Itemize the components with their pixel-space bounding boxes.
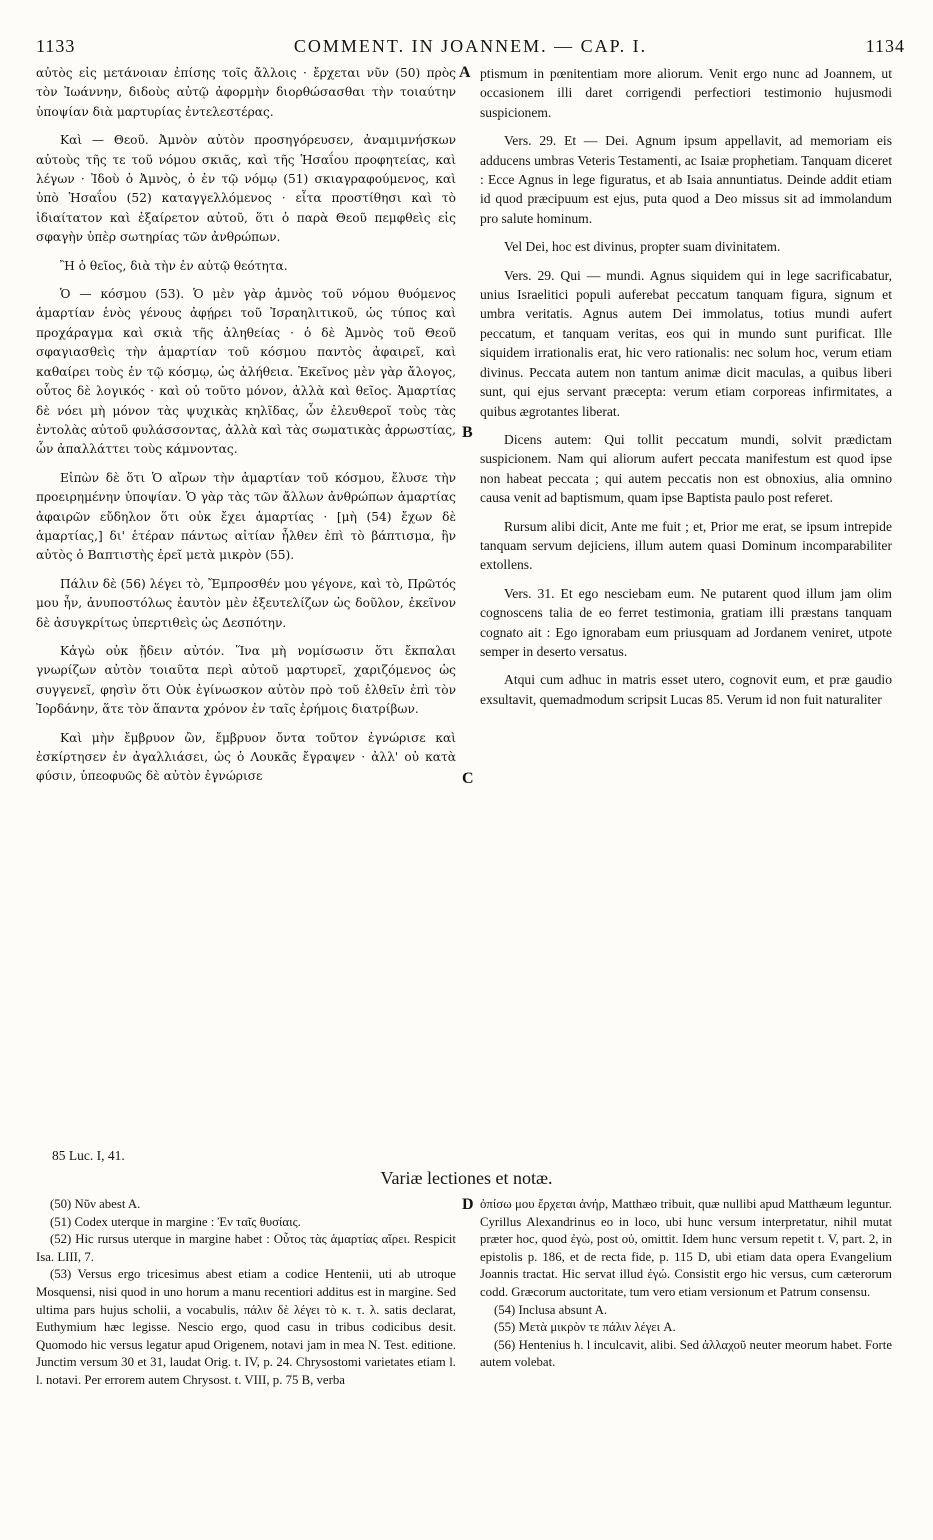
variants-title: Variæ lectiones et notæ. xyxy=(380,1168,553,1188)
page-number-right: 1134 xyxy=(865,36,905,56)
margin-letter: C xyxy=(462,770,474,787)
margin-letter: D xyxy=(462,1196,474,1213)
latin-paragraph: Atqui cum adhuc in matris esset utero, cognovit eum, et præ gaudio exsultavit, quemadmodum scripsit Lucas 85. Verum id non fuit naturaliter xyxy=(480,672,892,707)
latin-paragraph: Rursum alibi dicit, Ante me fuit ; et, Prior me erat, se ipsum intrepide tanquam servum dejiciens, illum autem quasi Dominum incomparabiliter extollens. xyxy=(480,518,892,573)
variant-note: (54) Inclusa absunt A. xyxy=(494,1302,608,1317)
variants-right-column xyxy=(480,1196,892,1372)
latin-column xyxy=(480,64,892,718)
variant-note: ὀπίσω μου ἔρχεται ἀνήρ, Matthæo tribuit, quæ nullibi apud Matthæum leguntur. Cyrillus Alexandrinus eo in loco, ubi hunc versum interpretatur, nihil mutat præter hoc, quod ἐγὼ, post οὐ, omittit. Idem hunc versum repetit t. V, part. 2, in epistolis p. 186, et de recta fide, p. 115 D, ubi etiam data opera Evangelium Joannis tractat. Hic servat illud ἐγώ. Consistit ergo hic versus, cum cæterorum codd. Græcorum auctoritate, tum vero etiam versionum et Patrum consensu. xyxy=(480,1197,892,1299)
latin-paragraph: Vers. 31. Et ego nesciebam eum. Ne putarent quod illum jam olim cognoscens talia de eo ferret testimonia, gratiam illi præstans tanquam cognato ait : Ego ignorabam eum priusquam ad Jordanem veniret, utpote semper in deserto versatus. xyxy=(480,585,892,659)
greek-paragraph: Ὁ — κόσμου (53). Ὁ μὲν γὰρ ἀμνὸς τοῦ νόμου θυόμενος ἁμαρτίαν ἑνὸς γένους ἀφῄρει τοῦ Ἰσραηλιτικοῦ, ὡς τύπος καὶ προχάραγμα καὶ σκιὰ τῆς ἀληθείας · ὁ δὲ Ἀμνὸς τοῦ Θεοῦ σφαγιασθεὶς τὴν ἁμαρτίαν τοῦ κόσμου παντὸς ἀφαιρεῖ, καὶ καθαίρει τοὺς ἐν τῷ κόσμῳ, ὡς ἀλήθεια. Ἐκεῖνος μὲν γὰρ ἄλογος, οὗτος δὲ λογικός · καὶ οὐ τοῦτο μόνον, ἀλλὰ καὶ θεῖος. Ἁμαρτίας δὲ νόει μὴ μόνον τὰς ψυχικὰς κηλῖδας, ὧν ἐλευθεροῖ τοὺς τὰς ἐντολὰς αὐτοῦ φυλάσσοντας, ἀλλὰ καὶ τὰς σωματικὰς ἀρρωστίας, ὧν ἀπαλλάττει τοὺς κάμνοντας. xyxy=(36,287,456,457)
variant-note: (52) Hic rursus uterque in margine habet : Οὗτος τὰς ἁμαρτίας αἴρει. Respicit Isa. LIII, 7. xyxy=(36,1232,456,1264)
page-number-left: 1133 xyxy=(36,36,76,56)
latin-paragraph: Vers. 29. Et — Dei. Agnum ipsum appellavit, ad memoriam eis adducens umbras Veteris Testamenti, ac Isaiæ prophetiam. Tanquam diceret : Ecce Agnus in lege figuratus, et ab Isaia annuntiatus. Deinde addit etiam id quod præcipuum est ejus, puta quod a Deo missus sit ad immolandum pro salute hominum. xyxy=(480,133,892,226)
running-title: COMMENT. IN JOANNEM. — CAP. I. xyxy=(293,36,648,56)
latin-paragraph: Vel Dei, hoc est divinus, propter suam divinitatem. xyxy=(504,239,781,255)
latin-paragraph: ptismum in pœnitentiam more aliorum. Venit ergo nunc ad Joannem, ut occasionem illi daret corrigendi perfectiori testimonio hujusmodi suspicionem. xyxy=(480,66,892,120)
greek-paragraph: Εἰπὼν δὲ ὅτι Ὁ αἴρων τὴν ἁμαρτίαν τοῦ κόσμου, ἔλυσε τὴν προειρημένην ὑποψίαν. Ὁ γὰρ τὰς τῶν ἄλλων ἀνθρώπων ἁμαρτίας ἀφαιρῶν εὔδηλον ὅτι οὐκ ἔχει ἁμαρτίας · [μὴ (54) ἔχων δὲ ἁμαρτίας,] δι' ἑτέραν πάντως αἰτίαν ἦλθεν ἐπὶ τὸ βάπτισμα, ἣν αὐτὸς ὁ Βαπτιστὴς ἐρεῖ μετὰ μικρὸν (55). xyxy=(36,470,456,563)
variants-left-column xyxy=(36,1196,456,1390)
variant-note: (55) Μετὰ μικρὸν τε πάλιν λέγει A. xyxy=(494,1320,676,1335)
greek-paragraph: Πάλιν δὲ (56) λέγει τὸ, Ἔμπροσθέν μου γέγονε, καὶ τὸ, Πρῶτός μου ἦν, ἀνυποστόλως ἑαυτὸν μὲν ἐξευτελίζων ὡς δοῦλον, ἐκεῖνον δὲ ἀσυγκρίτως ὑπερτιθεὶς ὡς Δεσπότην. xyxy=(36,576,456,630)
running-header xyxy=(36,36,905,60)
margin-letter: A xyxy=(459,64,471,81)
greek-paragraph: αὐτὸς εἰς μετάνοιαν ἐπίσης τοῖς ἄλλοις · ἔρχεται νῦν (50) πρὸς τὸν Ἰωάννην, διδοὺς αὐτῷ ἀφορμὴν διορθώσασθαι τὴν τοιαύτην ὑποψίαν διὰ μαρτυρίας ἐντελεστέρας. xyxy=(36,66,456,119)
greek-paragraph: Κἀγὼ οὐκ ᾔδειν αὐτόν. Ἵνα μὴ νομίσωσιν ὅτι ἔκπαλαι γνωρίζων αὐτὸν τοιαῦτα περὶ αὐτοῦ μαρτυρεῖ, χαριζόμενος ὡς συγγενεῖ, φησὶν ὅτι Οὐκ ἐγίνωσκον αὐτὸν πρὸ τοῦ ἐλθεῖν ἐπὶ τὸν Ἰορδάνην, ἅτε τὸν ἅπαντα χρόνον ἐν ταῖς ἐρήμοις διατρίβων. xyxy=(36,643,456,717)
greek-column xyxy=(36,64,456,796)
variant-note: (51) Codex uterque in margine : Ἐν ταῖς θυσίαις. xyxy=(50,1214,301,1229)
latin-paragraph: Dicens autem: Qui tollit peccatum mundi, solvit prædictam suspicionem. Nam qui aliorum aufert peccata manifestum est quod ipse non habeat peccata ; qui autem peccatis non est obnoxius, alia omnino causa venit ad baptismum, quam ipse Baptista paulo post referet. xyxy=(480,431,892,506)
greek-paragraph: Ἢ ὁ θεῖος, διὰ τὴν ἐν αὐτῷ θεότητα. xyxy=(60,258,288,273)
footnote: 85 Luc. I, 41. xyxy=(52,1148,125,1163)
greek-paragraph: Καὶ μὴν ἔμβρυον ὢν, ἔμβρυον ὄντα τοῦτον ἐγνώρισε καὶ ἐσκίρτησεν ἐν ἀγαλλιάσει, ὡς ὁ Λουκᾶς ἔγραψεν · ἀλλ' οὐ κατὰ φύσιν, ὑπεοφυῶς δὲ αὐτὸν ἐγνώρισε xyxy=(36,730,456,784)
variant-note: (56) Hentenius h. l inculcavit, alibi. Sed ἀλλαχοῦ neuter meorum habet. Forte autem volebat. xyxy=(480,1337,892,1370)
greek-paragraph: Καὶ — Θεοῦ. Ἀμνὸν αὐτὸν προσηγόρευσεν, ἀναμιμνήσκων αὐτοὺς τῆς τε τοῦ νόμου σκιᾶς, καὶ τῆς Ἡσαΐου προφητείας, καὶ λέγων · Ἰδοὺ ὁ Ἀμνὸς, ὁ ἐν τῷ νόμῳ (51) σκιαγραφούμενος, καὶ ὑπὸ Ἡσαΐου (52) καταγγελλόμενος · εἶτα προστίθησι καὶ τὸ ἰδιαίτατον καὶ ἐξαίρετον αὐτοῦ, ὅτι ὁ παρὰ Θεοῦ πεμφθεὶς εἰς σφαγὴν ὑπὲρ σωτηρίας τῶν ἀνθρώπων. xyxy=(36,133,456,245)
variant-note: (50) Νῦν abest A. xyxy=(50,1197,141,1211)
variant-note: (53) Versus ergo tricesimus abest etiam a codice Hentenii, uti ab utroque Mosquensi, nisi quod in uno horum a manu recentiori additus est in margine. Sed ultima pars hujus scholii, a vocabulis, πάλιν δὲ λέγει τὸ κ. τ. λ. satis declarat, Euthymium hæc legisse. Nescio ergo, quod casu in tribus codicibus desit. Quomodo hic versus legatur apud Origenem, notavi jam in mea N. Test. editione. Junctim versum 30 et 31, laudat Orig. t. IV, p. 24. Chrysostomi varietates etiam l. l. notavi. Per errorem autem Chrysost. t. VIII, p. 75 B, verba xyxy=(36,1267,456,1387)
margin-letter: B xyxy=(462,424,473,441)
latin-paragraph: Vers. 29. Qui — mundi. Agnus siquidem qui in lege sacrificabatur, unius Israelitici populi auferebat peccatum tanquam figura, signum et umbra veritatis. Agnus autem Dei immolatus, totius mundi aufert peccatum, et tanquam veritas, eos qui in mundo sunt purificat. Ille siquidem irrationalis erat, hic vero rationalis: nec solum hoc, verum etiam divinus. Peccata autem non tantum animæ dicit maculas, a quibus liberi sunt, qui ejus servant præcepta: verum etiam corporeas infirmitates, a quibus ægrotantes liberat. xyxy=(480,267,892,419)
